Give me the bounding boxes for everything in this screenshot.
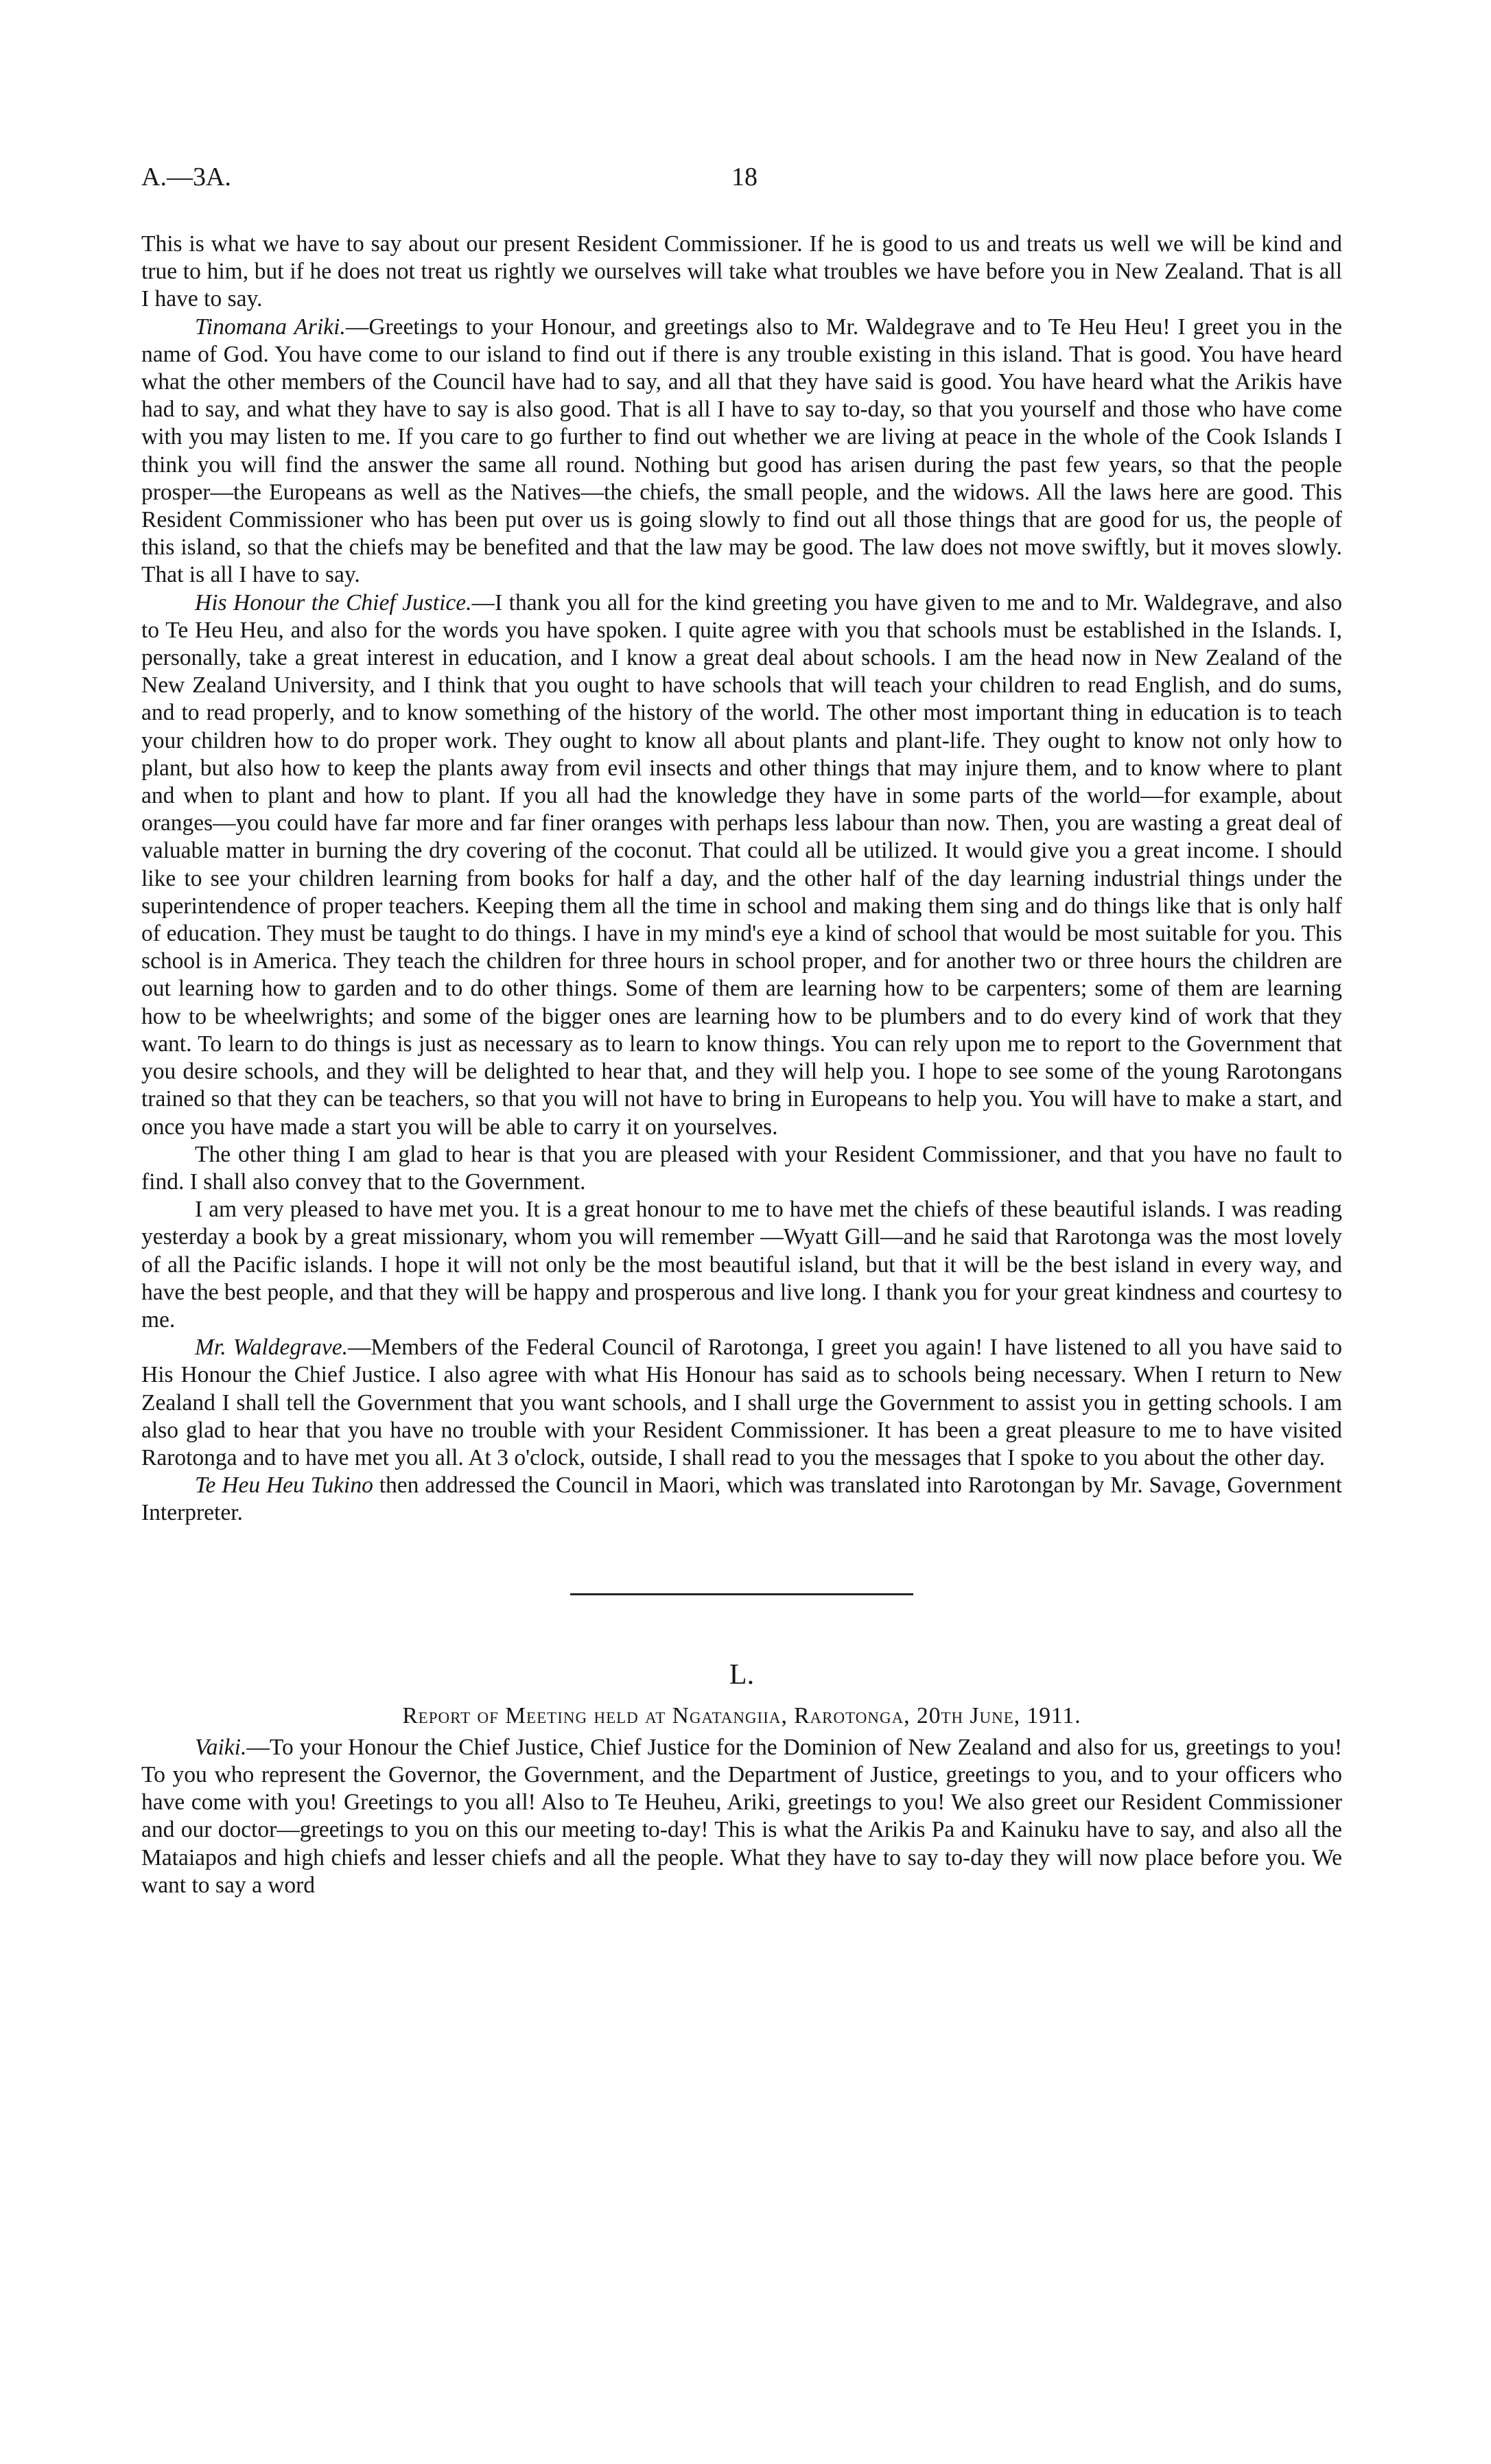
paragraph-text: I am very pleased to have met you. It is a great honour to me to have met the chiefs of these beautiful islands. I was reading yesterday a book by a great missionary, whom you will remember —Wyatt Gill—and he said that Rarotonga was the most lovely of all the Pacific islands. I hope it will not only be the most beautiful island, but that it will be the best island in every way, and have the best people, and that they will be happy and prosperous and live long. I thank you for your great kindness and courtesy to me.: [141, 1197, 1342, 1333]
speaker-name: Mr. Waldegrave.: [195, 1335, 348, 1361]
paragraph: [141, 1196, 1342, 1334]
paragraph-text: The other thing I am glad to hear is that you are pleased with your Resident Commissioner, and that you have no fault to find. I shall also convey that to the Government.: [141, 1141, 1342, 1195]
paragraph: [141, 589, 1342, 1141]
page-header: [141, 162, 1342, 203]
paragraph-text: then addressed the Council in Maori, which was translated into Rarotongan by Mr. Savage, Government Interpreter.: [141, 1472, 1343, 1526]
paragraph-text: —Greetings to your Honour, and greetings also to Mr. Waldegrave and to Te Heu Heu! I greet you in the name of God. You have come to our island to find out if there is any trouble existing in this island. That is good. You have heard what the other members of the Council have had to say, and all that they have said is good. You have heard what the Arikis have had to say, and what they have to say is also good. That is all I have to say to-day, so that you yourself and those who have come with you may listen to me. If you care to go further to find out whether we are living at peace in the whole of the Cook Islands I think you will find the answer the same all round. Nothing but good has arisen during the past few years, so that the people prosper—the Europeans as well as the Natives—the chiefs, the small people, and the widows. All the laws here are good. This Resident Commissioner who has been put over us is going slowly to find out all those things that are good for us, the people of this island, so that the chiefs may be benefited and that the law may be good. The law does not move swiftly, but it moves slowly. That is all I have to say.: [141, 314, 1342, 588]
document-body: [141, 231, 1342, 1899]
speaker-name: His Honour the Chief Justice.: [195, 589, 472, 615]
paragraph: [141, 1334, 1342, 1472]
paragraph: [141, 1472, 1342, 1527]
section-divider: [570, 1593, 913, 1595]
paragraph: [141, 231, 1342, 314]
speaker-name: Te Heu Heu Tukino: [195, 1472, 373, 1499]
section-title: Report of Meeting held at Ngatangiia, Rarotonga, 20th June, 1911.: [402, 1702, 1081, 1728]
document-reference: A.—3A.: [141, 163, 231, 191]
paragraph-text: —Members of the Federal Council of Rarotonga, I greet you again! I have listened to all you have said to His Honour the Chief Justice. I also agree with what His Honour has said as to schools being necessary. When I return to New Zealand I shall tell the Government that you want schools, and I shall urge the Government to assist you in getting schools. I am also glad to hear that you have no trouble with your Resident Commissioner. It has been a great pleasure to me to have visited Rarotonga and to have met you all. At 3 o'clock, outside, I shall read to you the messages that I spoke to you about the other day.: [141, 1335, 1342, 1470]
speaker-name: Tinomana Ariki.: [195, 314, 346, 340]
speaker-name: Vaiki.: [195, 1734, 247, 1760]
paragraph-text: This is what we have to say about our present Resident Commissioner. If he is good to us and treats us well we will be kind and true to him, but if he does not treat us rightly we ourselves will take what troubles we have before you in New Zealand. That is all I have to say.: [141, 231, 1342, 312]
paragraph-text: —To your Honour the Chief Justice, Chief Justice for the Dominion of New Zealand and also for us, greetings to you! To you who represent the Governor, the Government, and the Department of Justice, greetings to you, and to your officers who have come with you! Greetings to you all! Also to Te Heuheu, Ariki, greetings to you! We also greet our Resident Commissioner and our doctor—greetings to you on this our meeting to-day! This is what the Arikis Pa and Kainuku have to say, and also all the Mataiapos and high chiefs and lesser chiefs and all the people. What they have to say to-day they will now place before you. We want to say a word: [141, 1734, 1342, 1898]
paragraph: [141, 1141, 1342, 1196]
paragraph: [141, 314, 1342, 589]
page-number: 18: [731, 163, 758, 191]
paragraph: [141, 1734, 1342, 1899]
paragraph-text: —I thank you all for the kind greeting you have given to me and to Mr. Waldegrave, and also to Te Heu Heu, and also for the words you have spoken. I quite agree with you that schools must be established in the Islands. I, personally, take a great interest in education, and I know a great deal about schools. I am the head now in New Zealand of the New Zealand University, and I think that you ought to have schools that will teach your children to read English, and do sums, and to read properly, and to know something of the history of the world. The other most important thing in education is to teach your children how to do proper work. They ought to know all about plants and plant-life. They ought to know not only how to plant, but also how to keep the plants away from evil insects and other things that may injure them, and to know where to plant and when to plant and how to plant. If you all had the knowledge they have in some parts of the world—for example, about oranges—you could have far more and far finer oranges with perhaps less labour than now. Then, you are wasting a great deal of valuable matter in burning the dry covering of the coconut. That could all be utilized. It would give you a great income. I should like to see your children learning from books for half a day, and the other half of the day learning industrial things under the superintendence of proper teachers. Keeping them all the time in school and making them sing and do things like that is only half of education. They must be taught to do things. I have in my mind's eye a kind of school that would be most suitable for you. This school is in America. They teach the children for three hours in school proper, and for another two or three hours the children are out learning how to garden and to do other things. Some of them are learning how to be carpenters; some of them are learning how to be wheelwrights; and some of the bigger ones are learning how to be plumbers and to do every kind of work that they want. To learn to do things is just as necessary as to learn to know things. You can rely upon me to report to the Government that you desire schools, and they will be delighted to hear that, and they will help you. I hope to see some of the young Rarotongans trained so that they can be teachers, so that you will not have to bring in Europeans to help you. You will have to make a start, and once you have made a start you will be able to carry it on yourselves.: [141, 589, 1343, 1140]
section-mark: L.: [729, 1658, 755, 1691]
